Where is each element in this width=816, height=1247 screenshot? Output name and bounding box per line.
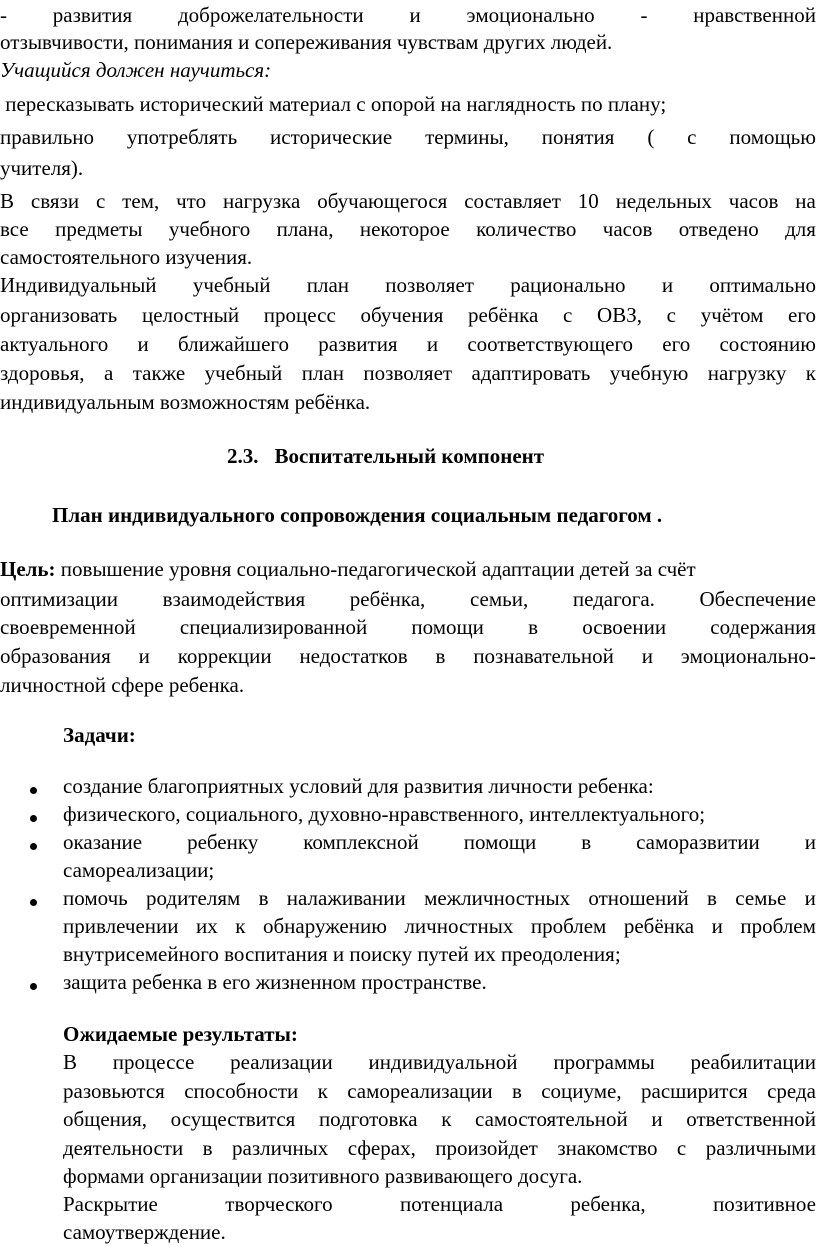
word: своевременной: [0, 615, 136, 639]
paragraph-line: [0, 216, 816, 244]
word: деятельности: [63, 1136, 184, 1160]
word: проблем: [530, 914, 607, 938]
paragraph-line: [0, 360, 816, 388]
word: осуществится: [170, 1107, 296, 1131]
task-item: защита ребенка в его жизненном пространстве.: [63, 970, 487, 994]
word: ребёнка: [623, 914, 695, 938]
word: налаживании: [286, 886, 406, 910]
word: в: [511, 1079, 522, 1103]
word: оптимально: [709, 273, 816, 297]
section-title: Воспитательный компонент: [274, 444, 545, 468]
paragraph-line: [0, 272, 816, 300]
task-item: самореализации;: [63, 858, 215, 882]
word: в: [581, 830, 592, 854]
word: нагрузка: [222, 189, 301, 213]
word: среда: [767, 1079, 816, 1103]
word: исторические: [270, 125, 393, 149]
word: социуме,: [541, 1079, 622, 1103]
word: произойдет: [435, 1136, 538, 1160]
word: личностных: [404, 914, 514, 938]
word: употреблять: [126, 125, 238, 149]
word: помочь: [63, 886, 128, 910]
word: (: [647, 125, 655, 149]
word: в: [202, 1136, 213, 1160]
word: помощи: [463, 830, 537, 854]
word: в: [258, 886, 269, 910]
word: освоении: [582, 615, 667, 639]
word: в: [707, 886, 717, 910]
results-line: [63, 1191, 816, 1219]
bullet-icon: [30, 899, 37, 906]
word: в: [528, 615, 539, 639]
word: ОВЗ,: [597, 303, 642, 327]
word: комплексной: [303, 830, 419, 854]
word: обучения: [360, 303, 444, 327]
word: отношений: [588, 886, 689, 910]
word: нравственной: [693, 3, 816, 27]
task-item: [63, 913, 816, 941]
word: также: [132, 361, 186, 385]
word: разовьются: [63, 1079, 165, 1103]
goal-line: [0, 586, 816, 614]
word: ребенка,: [570, 1192, 646, 1216]
word: учётом: [700, 303, 764, 327]
word: ребенку: [187, 830, 259, 854]
word: с: [95, 189, 106, 213]
results-line: [63, 1049, 816, 1077]
word: доброжелательности: [177, 3, 364, 27]
word: что: [176, 189, 207, 213]
word: все: [0, 217, 29, 241]
word: предметы: [55, 217, 143, 241]
word: индивидуальной: [368, 1050, 518, 1074]
bullet-icon: [30, 815, 37, 822]
word: его: [662, 332, 691, 356]
word: и: [711, 914, 723, 938]
results-heading: Ожидаемые результаты:: [63, 1022, 298, 1046]
goal-line: [0, 614, 816, 642]
word: состоянию: [719, 332, 816, 356]
word: проблем: [740, 914, 816, 938]
goal-line: [0, 643, 816, 671]
word: оказание: [63, 830, 143, 854]
word: понятия: [541, 125, 615, 149]
word: их: [196, 914, 218, 938]
learn-item: пересказывать исторический материал с опорой на наглядность по плану;: [0, 92, 667, 116]
word: нагрузку: [707, 361, 787, 385]
word: семье: [735, 886, 787, 910]
word: помощью: [729, 125, 816, 149]
word: реабилитации: [690, 1050, 816, 1074]
paragraph-line: [0, 331, 816, 359]
results-line: формами организации позитивного развивающего досуга.: [63, 1164, 583, 1188]
word: сферах,: [347, 1136, 416, 1160]
results-line: [63, 1106, 816, 1134]
word: соответствующего: [467, 332, 634, 356]
word: творческого: [225, 1192, 333, 1216]
word: с: [666, 303, 676, 327]
word: межличностных: [424, 886, 571, 910]
section-number: 2.3.: [227, 444, 259, 468]
word: количество: [476, 217, 577, 241]
word: содержания: [710, 615, 816, 639]
bullet-icon: [30, 787, 37, 794]
word: правильно: [0, 125, 95, 149]
task-item: создание благоприятных условий для развития личности ребенка:: [63, 774, 654, 798]
word: к: [235, 914, 246, 938]
word: и: [804, 830, 816, 854]
paragraph-line: [0, 188, 816, 216]
word: и: [641, 644, 653, 668]
word: саморазвитии: [636, 830, 760, 854]
word: составляет: [464, 189, 561, 213]
word: и: [409, 3, 421, 27]
goal-line: [0, 556, 816, 584]
word: часов: [728, 189, 779, 213]
goal-label: Цель:: [0, 557, 56, 581]
word: познавательной: [473, 644, 614, 668]
task-item: [63, 829, 816, 857]
word: Раскрытие: [63, 1192, 158, 1216]
word: учебный: [204, 361, 283, 385]
word: актуального: [0, 332, 109, 356]
word: с: [676, 1136, 687, 1160]
word: процесс: [263, 303, 336, 327]
word: его: [788, 303, 816, 327]
word: педагога.: [572, 587, 655, 611]
word: ближайшего: [177, 332, 290, 356]
word: и: [651, 1107, 663, 1131]
word: к: [317, 1079, 328, 1103]
paragraph-line: индивидуальным возможностям ребёнка.: [0, 390, 371, 414]
results-line: [63, 1135, 816, 1163]
word: Индивидуальный: [0, 273, 157, 297]
word: взаимодействия: [162, 587, 306, 611]
goal-text: повышение уровня социально-педагогической адаптации детей за счёт: [55, 557, 696, 581]
learn-item: [0, 124, 816, 152]
task-item: внутрисемейного воспитания и поиску путей их преодоления;: [63, 942, 621, 966]
word: некоторое: [359, 217, 450, 241]
word: связи: [30, 189, 80, 213]
bullet-icon: [30, 843, 37, 850]
word: рационально: [510, 273, 626, 297]
word: учебный: [192, 273, 271, 297]
word: самореализации: [347, 1079, 493, 1103]
word: самостоятельной: [475, 1107, 628, 1131]
word: план: [306, 273, 350, 297]
word: семьи,: [469, 587, 529, 611]
word: Обеспечение: [699, 587, 816, 611]
word: ответственной: [686, 1107, 816, 1131]
tasks-heading: Задачи:: [63, 723, 136, 747]
word: организовать: [0, 303, 118, 327]
word: на: [795, 189, 816, 213]
word: -: [0, 3, 7, 27]
learn-heading: Учащийся должен научиться:: [0, 58, 272, 82]
word: развития: [52, 3, 133, 27]
word: оптимизации: [0, 587, 119, 611]
word: здоровья,: [0, 361, 85, 385]
word: позволяет: [363, 361, 453, 385]
word: подготовка: [318, 1107, 418, 1131]
word: помощи: [411, 615, 484, 639]
word: и: [137, 332, 149, 356]
word: к: [805, 361, 816, 385]
word: ребёнка: [468, 303, 539, 327]
results-line: самоутверждение.: [63, 1220, 226, 1244]
word: ребёнка,: [349, 587, 426, 611]
word: расширится: [641, 1079, 748, 1103]
word: плана,: [276, 217, 334, 241]
word: недостатков: [299, 644, 408, 668]
learn-item: учителя).: [0, 156, 84, 180]
word: в: [435, 644, 446, 668]
paragraph-line: [0, 302, 816, 330]
intro-line: отзывчивости, понимания и сопереживания чувствам других людей.: [0, 30, 613, 54]
word: адаптировать: [471, 361, 591, 385]
support-plan-title: План индивидуального сопровождения социальным педагогом .: [52, 503, 663, 527]
word: план: [301, 361, 344, 385]
word: знакомство: [557, 1136, 658, 1160]
word: родителям: [146, 886, 241, 910]
word: термины,: [425, 125, 509, 149]
word: общения,: [63, 1107, 148, 1131]
word: эмоционально: [466, 3, 595, 27]
word: реализации: [230, 1050, 333, 1074]
intro-line: [0, 2, 816, 30]
word: тем,: [122, 189, 160, 213]
word: различными: [705, 1136, 816, 1160]
word: В: [63, 1050, 78, 1074]
section-heading: [227, 443, 816, 471]
word: обучающегося: [317, 189, 448, 213]
word: недельных: [615, 189, 712, 213]
word: целостный: [141, 303, 240, 327]
goal-line: личностной сфере ребенка.: [0, 673, 245, 697]
word: а: [103, 361, 114, 385]
word: и: [138, 644, 150, 668]
task-item: физического, социального, духовно-нравственного, интеллектуального;: [63, 802, 706, 826]
word: учебного: [168, 217, 251, 241]
word: и: [661, 273, 674, 297]
word: привлечении: [63, 914, 179, 938]
word: способности: [184, 1079, 299, 1103]
word: различных: [232, 1136, 329, 1160]
word: учебную: [609, 361, 689, 385]
word: позитивное: [713, 1192, 816, 1216]
word: для: [785, 217, 816, 241]
word: образования: [0, 644, 111, 668]
word: отведено: [678, 217, 759, 241]
word: потенциала: [400, 1192, 504, 1216]
results-line: [63, 1078, 816, 1106]
word: к: [441, 1107, 452, 1131]
word: программы: [553, 1050, 655, 1074]
word: с: [687, 125, 697, 149]
word: позволяет: [385, 273, 474, 297]
word: развития: [318, 332, 398, 356]
word: с: [563, 303, 573, 327]
task-item: [63, 885, 816, 913]
word: специализированной: [179, 615, 368, 639]
word: и: [426, 332, 439, 356]
word: В: [0, 189, 15, 213]
word: 10: [577, 189, 599, 213]
word: эмоционально-: [680, 644, 816, 668]
word: коррекции: [177, 644, 272, 668]
word: часов: [602, 217, 653, 241]
word: процессе: [112, 1050, 195, 1074]
word: -: [640, 3, 648, 27]
word: и: [804, 886, 816, 910]
paragraph-line: самостоятельного изучения.: [0, 245, 253, 269]
bullet-icon: [30, 983, 37, 990]
word: обнаружению: [263, 914, 387, 938]
